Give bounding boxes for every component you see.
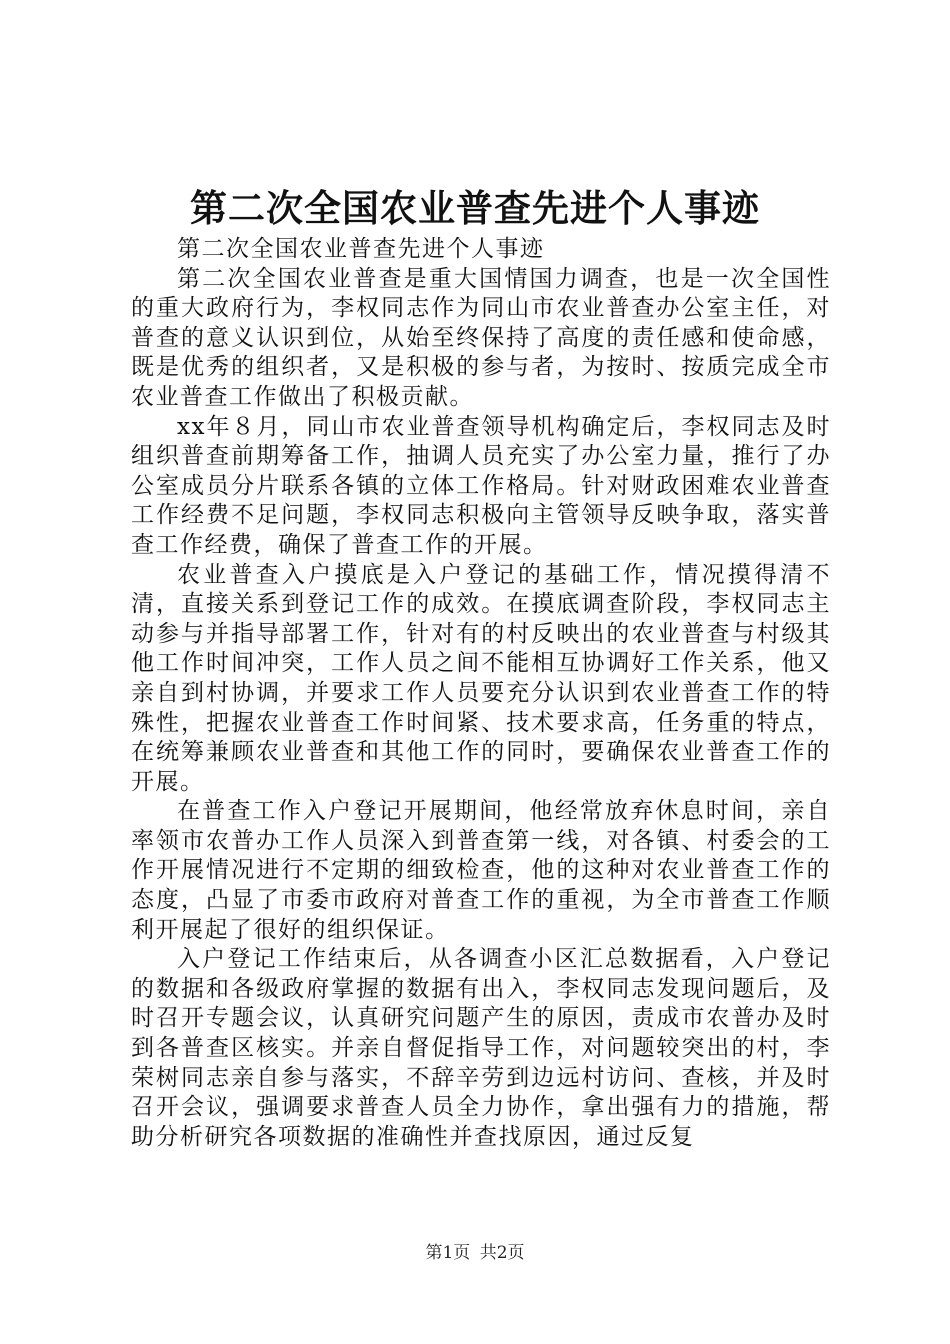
paragraph: xx年８月，同山市农业普查领导机构确定后，李权同志及时组织普查前期筹备工作，抽调人员充实了办公室力量，推行了办公室成员分片联系各镇的立体工作格局。针对财政困难农业普查工作经费不足问题，李权同志积极向主管领导反映争取，落实普查工作经费，确保了普查工作的开展。: [131, 413, 831, 558]
page-total: 共2页: [479, 1243, 525, 1263]
paragraph: 入户登记工作结束后，从各调查小区汇总数据看，入户登记的数据和各级政府掌握的数据有出入，李权同志发现问题后，及时召开专题会议，认真研究问题产生的原因，责成市农普办及时到各普查区核实。并亲自督促指导工作，对问题较突出的村，李荣树同志亲自参与落实，不辞辛劳到边远村访问、查核，并及时召开会议，强调要求普查人员全力协作，拿出强有力的措施，帮助分析研究各项数据的准确性并查找原因，通过反复: [131, 946, 831, 1150]
page-footer: [0, 1242, 950, 1264]
paragraph: 在普查工作入户登记开展期间，他经常放弃休息时间，亲自率领市农普办工作人员深入到普查第一线，对各镇、村委会的工作开展情况进行不定期的细致检查，他的这种对农业普查工作的态度，凸显了市委市政府对普查工作的重视，为全市普查工作顺利开展起了很好的组织保证。: [131, 798, 831, 943]
document-body: [131, 235, 831, 1152]
paragraph-subtitle: 第二次全国农业普查先进个人事迹: [177, 236, 545, 262]
paragraph: 第二次全国农业普查是重大国情国力调查，也是一次全国性的重大政府行为，李权同志作为同山市农业普查办公室主任，对普查的意义认识到位，从始至终保持了高度的责任感和使命感，既是优秀的组织者，又是积极的参与者，为按时、按质完成全市农业普查工作做出了积极贡献。: [131, 265, 831, 410]
paragraph: 农业普查入户摸底是入户登记的基础工作，情况摸得清不清，直接关系到登记工作的成效。在摸底调查阶段，李权同志主动参与并指导部署工作，针对有的村反映出的农业普查与村级其他工作时间冲突，工作人员之间不能相互协调好工作关系，他又亲自到村协调，并要求工作人员要充分认识到农业普查工作的特殊性，把握农业普查工作时间紧、技术要求高，任务重的特点，在统筹兼顾农业普查和其他工作的同时，要确保农业普查工作的开展。: [131, 561, 831, 795]
page-number: 第1页: [425, 1243, 471, 1263]
document-title: 第二次全国农业普查先进个人事迹: [190, 186, 760, 230]
